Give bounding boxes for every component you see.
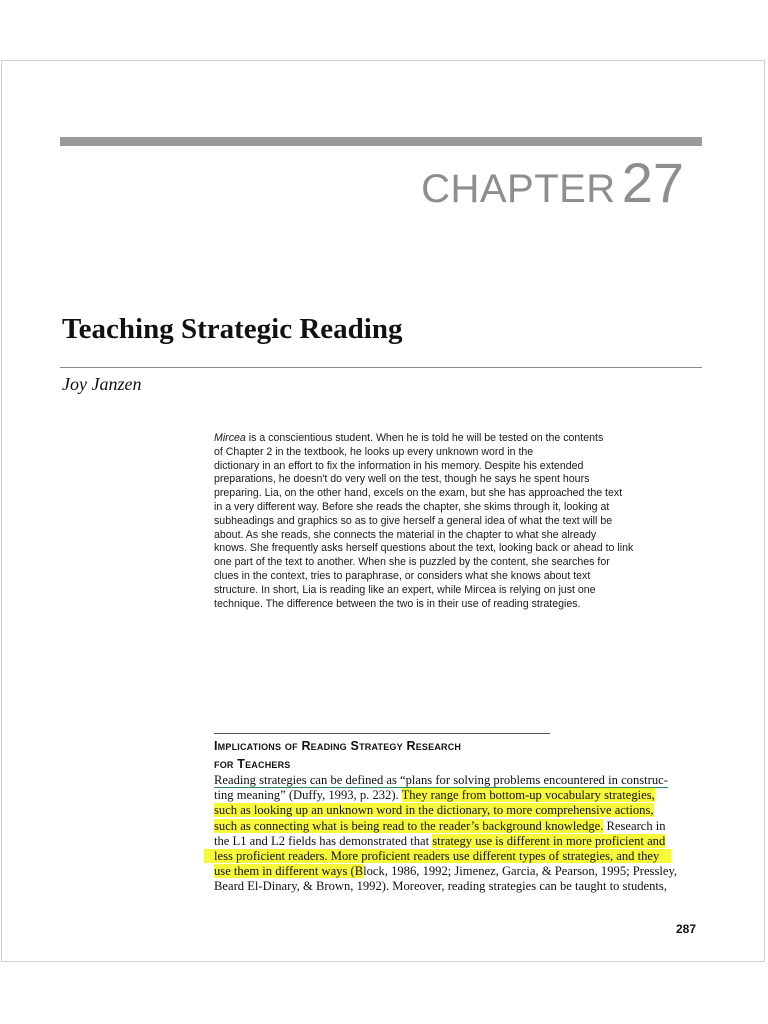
vignette-name: Mircea (214, 432, 246, 444)
opening-vignette (214, 432, 659, 611)
author-name: Joy Janzen (62, 374, 142, 394)
chapter-title: Teaching Strategic Reading (62, 313, 403, 345)
body-line: the L1 and L2 fields has demonstrated that strategy use is different in more proficient and (214, 833, 666, 848)
vignette-line: about. As she reads, she connects the material in the chapter to what she already (214, 528, 597, 541)
highlighted-text: use them in different ways (B (214, 864, 364, 879)
highlighted-text: strategy use is different in more proficient and (432, 833, 666, 848)
body-line (214, 803, 704, 818)
section-heading (214, 737, 461, 773)
body-line: ting meaning” (Duffy, 1993, p. 232). They range from bottom-up vocabulary strategies, (214, 788, 655, 803)
vignette-line: one part of the text to another. When she is puzzled by the content, she searches for (214, 556, 610, 569)
highlighted-text: such as connecting what is being read to the reader’s background knowledge. (214, 818, 604, 833)
vignette-line: in a very different way. Before she reads the chapter, she skims through it, looking at (214, 500, 610, 513)
vignette-line: Mircea is a conscientious student. When he is told he will be tested on the contents (214, 432, 604, 444)
section-heading-line: for Teachers (214, 757, 291, 771)
chapter-word: CHAPTER (421, 167, 616, 211)
page-number: 287 (676, 922, 697, 936)
highlighted-text: such as looking up an unknown word in the dictionary, to more comprehensive actions, (214, 803, 654, 818)
body-line: use them in different ways (Block, 1986, 1992; Jimenez, Garcia, & Pearson, 1995; Pressley, (214, 864, 678, 879)
vignette-line: structure. In short, Lia is reading like an expert, while Mircea is relying on just one (214, 583, 596, 596)
vignette-line: technique. The difference between the two is in their use of reading strategies. (214, 597, 581, 610)
section-rule (214, 733, 550, 734)
vignette-line: clues in the context, tries to paraphrase, or considers what she knows about text (214, 569, 591, 582)
body-paragraph (214, 773, 704, 895)
highlighted-text: They range from bottom-up vocabulary strategies, (401, 788, 655, 803)
chapter-label (421, 150, 684, 215)
chapter-bar (60, 137, 702, 146)
vignette-line: dictionary in an effort to fix the information in his memory. Despite his extended (214, 459, 584, 472)
body-line: Beard El-Dinary, & Brown, 1992). Moreover, reading strategies can be taught to students, (214, 879, 667, 894)
vignette-line: preparations, he doesn't do very well on the test, though he says he spent hours (214, 473, 590, 486)
vignette-line: knows. She frequently asks herself questions about the text, looking back or ahead to link (214, 542, 634, 555)
section-heading-line: Implications of Reading Strategy Research (214, 739, 462, 753)
highlighted-text: less proficient readers. More proficient readers use different types of strategies, and they (204, 849, 671, 863)
vignette-line: of Chapter 2 in the textbook, he looks up every unknown word in the (214, 445, 534, 458)
body-line (214, 849, 704, 864)
underlined-text: Reading strategies can be defined as “plans for solving problems encountered in construc- (214, 773, 668, 787)
body-line: such as connecting what is being read to the reader’s background knowledge. Research in (214, 818, 666, 833)
body-line (214, 773, 704, 788)
title-rule (60, 367, 702, 368)
vignette-line: subheadings and graphics so as to give herself a general idea of what the text will be (214, 514, 613, 527)
chapter-number: 27 (621, 151, 684, 214)
vignette-line: preparing. Lia, on the other hand, excels on the exam, but she has approached the text (214, 487, 623, 500)
